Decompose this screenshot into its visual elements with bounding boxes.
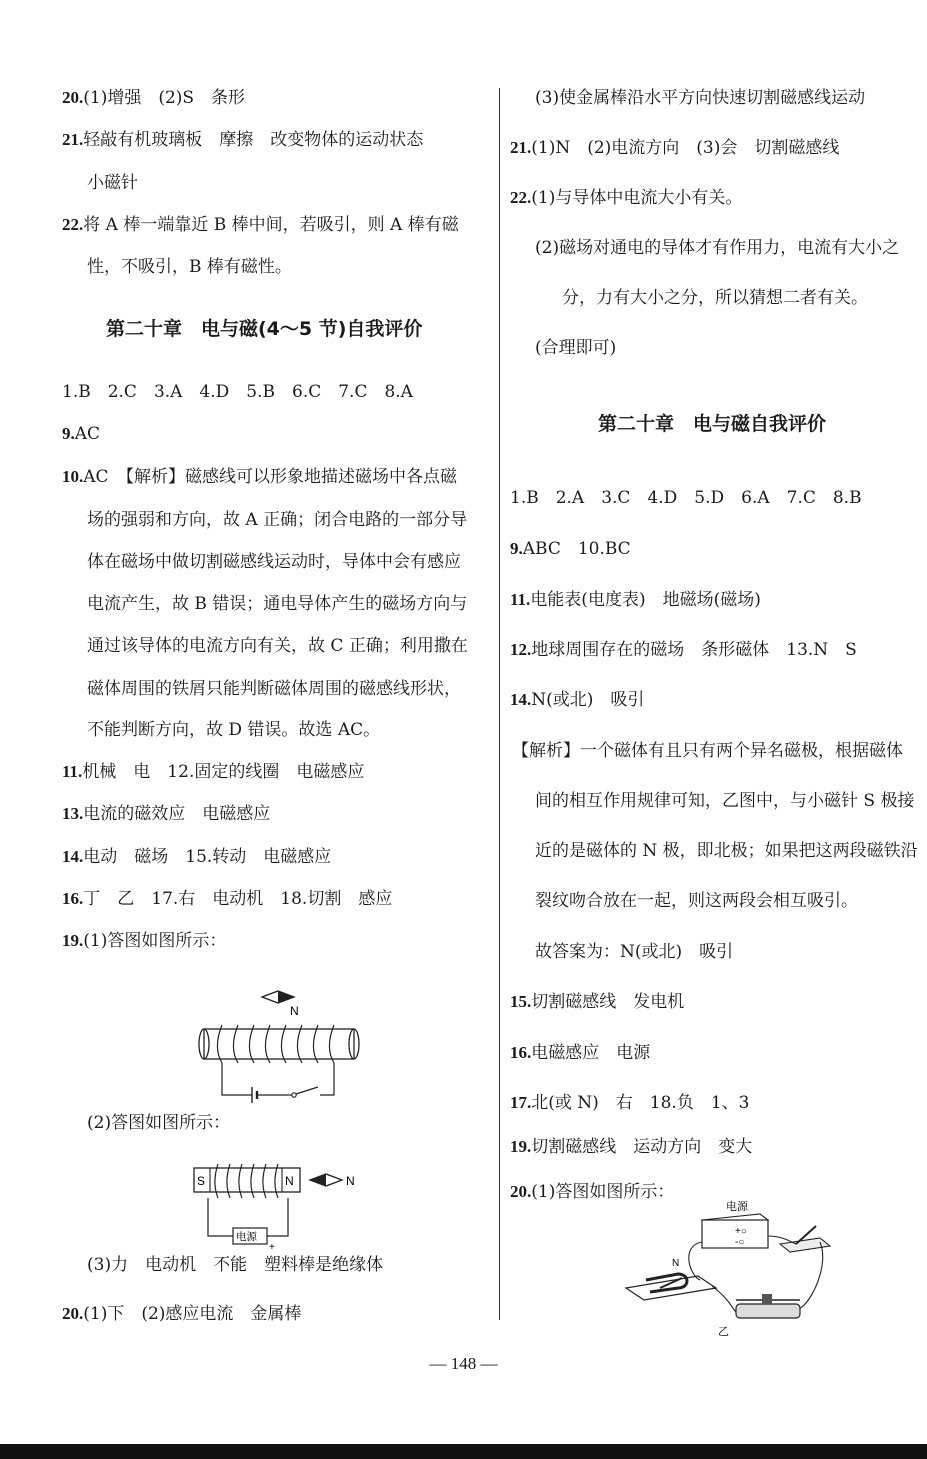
compass-needle-dark-half (278, 991, 294, 1003)
fig3-terminal-minus: -○ (735, 1237, 745, 1248)
fig1-pole-label: N (290, 1004, 299, 1018)
apparatus-wire-4 (800, 1242, 823, 1308)
right-line-1: (3)使金属棒沿水平方向快速切割磁感线运动 (535, 88, 866, 108)
page-number: — 148 — (429, 1354, 498, 1373)
left-line-6: 1.B 2.C 3.A 4.D 5.B 6.C 7.C 8.A (62, 382, 413, 402)
right-line-3: 22.(1)与导体中电流大小有关。 (510, 188, 743, 208)
left-line-7: 9.AC (62, 424, 101, 444)
left-line-2: 21.轻敲有机玻璃板 摩擦 改变物体的运动状态 (62, 130, 424, 150)
right-line-13: 间的相互作用规律可知，乙图中，与小磁针 S 极接 (535, 791, 915, 811)
switch-lever (296, 1087, 318, 1094)
coil-pole-s: S (197, 1174, 206, 1188)
right-line-2: 21.(1)N (2)电流方向 (3)会 切割磁感线 (510, 138, 840, 158)
column-divider (499, 88, 500, 1320)
right-section-heading: 第二十章 电与磁自我评价 (598, 413, 827, 435)
right-line-14: 近的是磁体的 N 极，即北极；如果把这两段磁铁沿 (535, 841, 918, 861)
left-line-20: (2)答图如图所示： (87, 1113, 231, 1133)
left-line-16: 13.电流的磁效应 电磁感应 (62, 804, 271, 824)
rheostat-slider (762, 1294, 772, 1304)
right-line-19: 17.北(或 N) 右 18.负 1、3 (510, 1093, 750, 1113)
left-line-11: 电流产生，故 B 错误；通电导体产生的磁场方向与 (87, 594, 468, 614)
left-line-22: 20.(1)下 (2)感应电流 金属棒 (62, 1304, 302, 1324)
circuit-wire-4 (208, 1198, 233, 1236)
right-line-21: 20.(1)答图如图所示： (510, 1182, 675, 1202)
left-line-18: 16.丁 乙 17.右 电动机 18.切割 感应 (62, 889, 393, 909)
right-line-6: (合理即可) (535, 338, 617, 358)
fig2-arrow-pole: N (346, 1174, 355, 1188)
circuit-wire-3 (320, 1063, 334, 1095)
left-line-1: 20.(1)增强 (2)S 条形 (62, 88, 246, 108)
left-line-17: 14.电动 磁场 15.转动 电磁感应 (62, 847, 332, 867)
apparatus-wire-1 (689, 1242, 702, 1280)
power-supply-plus: + (269, 1242, 275, 1253)
apparatus-wire-3 (712, 1286, 736, 1312)
figure-solenoid-2 (188, 1158, 373, 1253)
left-line-10: 体在磁场中做切割磁感线运动时，导体中会有感应 (87, 552, 461, 572)
power-supply-label: 电源 (236, 1231, 257, 1243)
figure-apparatus (620, 1196, 835, 1341)
left-line-14: 不能判断方向，故 D 错误。故选 AC。 (87, 720, 381, 740)
fig3-caption: 乙 (718, 1326, 729, 1338)
right-line-4: (2)磁场对通电的导体才有作用力，电流有大小之 (535, 238, 900, 258)
coil-pole-n: N (285, 1174, 294, 1188)
left-line-21: (3)力 电动机 不能 塑料棒是绝缘体 (87, 1255, 384, 1275)
left-line-3: 小磁针 (87, 173, 138, 193)
rheostat-body (736, 1304, 800, 1318)
left-line-9: 场的强弱和方向，故 A 正确；闭合电路的一部分导 (87, 510, 468, 530)
left-line-12: 通过该导体的电流方向有关，故 C 正确；利用撒在 (87, 636, 468, 656)
solenoid-coil (218, 1025, 335, 1063)
fig3-terminal-plus: +○ (735, 1226, 747, 1237)
coil-windings (215, 1164, 278, 1198)
left-line-5: 性，不吸引，B 棒有磁性。 (87, 257, 292, 277)
left-section-heading: 第二十章 电与磁(4～5 节)自我评价 (106, 318, 423, 340)
right-line-12: 【解析】一个磁体有且只有两个异名磁极，根据磁体 (512, 741, 903, 761)
right-line-5: 分，力有大小之分，所以猜想二者有关。 (562, 288, 868, 308)
right-line-16: 故答案为：N(或北) 吸引 (535, 942, 734, 962)
compass-needle-2-dark (310, 1174, 326, 1186)
right-line-8: 9.ABC 10.BC (510, 539, 631, 559)
figure-solenoid-1 (190, 985, 365, 1105)
bottom-edge-bar (0, 1444, 927, 1459)
right-line-17: 15.切割磁感线 发电机 (510, 992, 685, 1012)
right-line-20: 19.切割磁感线 运动方向 变大 (510, 1137, 753, 1157)
circuit-wire (222, 1063, 252, 1095)
left-line-19: 19.(1)答图如图所示： (62, 931, 227, 951)
right-line-9: 11.电能表(电度表) 地磁场(磁场) (510, 590, 761, 610)
right-line-7: 1.B 2.A 3.C 4.D 5.D 6.A 7.C 8.B (510, 488, 862, 508)
fig3-magnet-pole: N (672, 1258, 680, 1269)
left-line-15: 11.机械 电 12.固定的线圈 电磁感应 (62, 762, 365, 782)
switch-contact-icon (292, 1093, 296, 1097)
left-line-8: 10.AC 【解析】磁感线可以形象地描述磁场中各点磁 (62, 467, 458, 487)
left-line-4: 22.将 A 棒一端靠近 B 棒中间，若吸引，则 A 棒有磁 (62, 215, 459, 235)
right-line-10: 12.地球周围存在的磁场 条形磁体 13.N S (510, 640, 857, 660)
circuit-wire-5 (267, 1198, 288, 1236)
right-line-18: 16.电磁感应 电源 (510, 1043, 651, 1063)
left-line-13: 磁体周围的铁屑只能判断磁体周围的磁感线形状， (87, 679, 461, 699)
right-line-15: 裂纹吻合放在一起，则这两段会相互吸引。 (535, 891, 858, 911)
fig3-source-label: 电源 (726, 1201, 748, 1213)
right-line-11: 14.N(或北) 吸引 (510, 690, 645, 710)
